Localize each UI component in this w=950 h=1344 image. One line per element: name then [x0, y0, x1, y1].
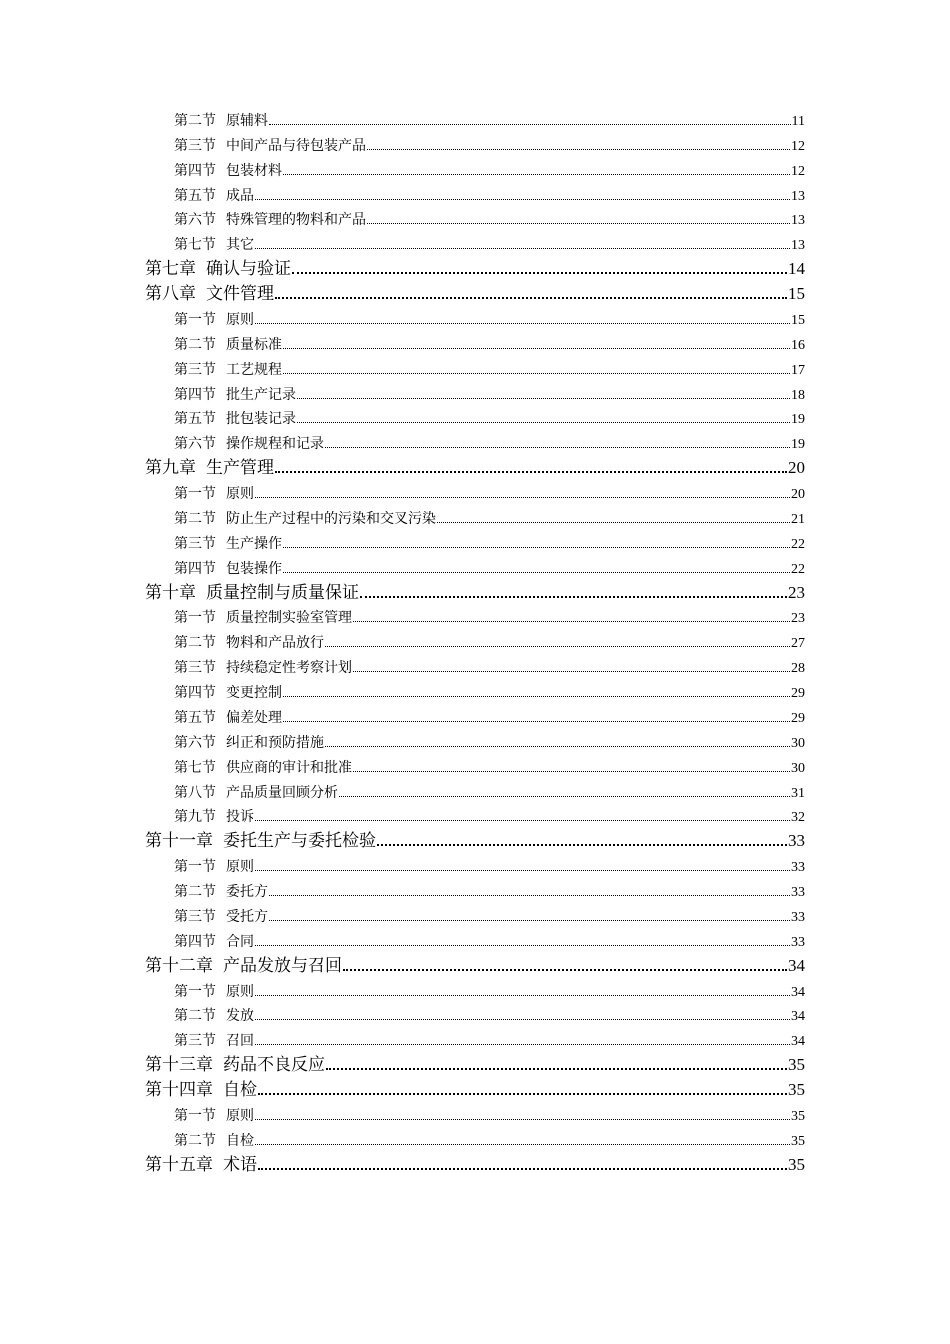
toc-entry-page-number: 19 [791, 412, 805, 428]
toc-entry-title: 发放 [226, 1008, 254, 1025]
dot-leader [269, 920, 790, 921]
dot-leader [255, 1044, 790, 1045]
toc-entry-page-number: 33 [791, 885, 805, 900]
toc-chapter-entry[interactable] [145, 1050, 805, 1075]
toc-entry-number: 第六节 [174, 212, 216, 229]
dot-leader [255, 945, 790, 946]
toc-entry-title: 防止生产过程中的污染和交叉污染 [226, 510, 436, 527]
toc-entry-number: 第三节 [174, 137, 216, 154]
dot-leader [343, 969, 787, 971]
toc-section-entry[interactable] [145, 229, 805, 254]
toc-section-entry[interactable] [145, 130, 805, 155]
toc-chapter-entry[interactable] [145, 951, 805, 976]
toc-entry-page-number: 34 [791, 1034, 805, 1050]
toc-entry-page-number: 30 [791, 760, 805, 776]
dot-leader [255, 323, 790, 324]
dot-leader [283, 721, 790, 722]
toc-entry-page-number: 29 [791, 710, 805, 726]
toc-entry-number: 第八节 [174, 784, 216, 801]
dot-leader [339, 796, 790, 797]
toc-section-entry[interactable] [145, 1001, 805, 1026]
toc-entry-page-number: 14 [788, 259, 805, 279]
toc-entry-title: 确认与验证 [206, 259, 291, 280]
toc-entry-title: 原则 [226, 311, 254, 328]
toc-entry-page-number: 35 [791, 1108, 805, 1124]
toc-entry-number: 第二节 [174, 112, 216, 129]
toc-entry-number: 第四节 [174, 560, 216, 577]
toc-section-entry[interactable] [145, 329, 805, 354]
dot-leader [275, 297, 787, 299]
toc-section-entry[interactable] [145, 428, 805, 453]
toc-entry-title: 质量标准 [226, 336, 282, 353]
toc-entry-title: 偏差处理 [226, 709, 282, 726]
toc-entry-number: 第九章 [145, 458, 196, 479]
toc-section-entry[interactable] [145, 926, 805, 951]
toc-chapter-entry[interactable] [145, 279, 805, 304]
dot-leader [255, 1019, 790, 1020]
toc-entry-number: 第三节 [174, 535, 216, 552]
toc-entry-title: 特殊管理的物料和产品 [226, 212, 366, 229]
dot-leader [325, 646, 790, 647]
toc-section-entry[interactable] [145, 528, 805, 553]
toc-entry-page-number: 23 [791, 611, 805, 627]
toc-entry-title: 质量控制与质量保证 [206, 582, 359, 603]
toc-section-entry[interactable] [145, 404, 805, 429]
toc-section-entry[interactable] [145, 180, 805, 205]
dot-leader [269, 895, 790, 896]
toc-entry-title: 术语 [223, 1154, 257, 1175]
toc-entry-page-number: 20 [791, 487, 805, 502]
toc-entry-title: 供应商的审计和批准 [226, 759, 352, 776]
toc-entry-title: 投诉 [226, 809, 254, 826]
toc-section-entry[interactable] [145, 1100, 805, 1125]
toc-section-entry[interactable] [145, 677, 805, 702]
toc-section-entry[interactable] [145, 205, 805, 230]
dot-leader [367, 223, 790, 224]
toc-entry-number: 第二节 [174, 336, 216, 353]
dot-leader [258, 1168, 787, 1170]
dot-leader [292, 272, 787, 274]
toc-section-entry[interactable] [145, 603, 805, 628]
dot-leader [437, 522, 790, 523]
toc-entry-page-number: 21 [791, 511, 805, 527]
toc-entry-page-number: 33 [791, 934, 805, 950]
toc-entry-number: 第三节 [174, 361, 216, 378]
toc-entry-number: 第七节 [174, 759, 216, 776]
toc-entry-title: 合同 [226, 933, 254, 950]
toc-entry-page-number: 13 [791, 238, 805, 254]
toc-entry-page-number: 15 [788, 284, 805, 303]
toc-entry-page-number: 34 [788, 955, 805, 975]
toc-entry-number: 第二节 [174, 635, 216, 652]
toc-entry-title: 包装材料 [226, 162, 282, 179]
toc-section-entry[interactable] [145, 851, 805, 876]
toc-entry-page-number: 23 [788, 582, 805, 602]
toc-chapter-entry[interactable] [145, 254, 805, 279]
toc-entry-number: 第十二章 [145, 955, 213, 976]
toc-section-entry[interactable] [145, 627, 805, 652]
toc-entry-page-number: 20 [788, 458, 805, 478]
toc-entry-number: 第四节 [174, 933, 216, 950]
dot-leader [377, 844, 787, 846]
toc-entry-title: 批包装记录 [226, 411, 296, 428]
toc-entry-number: 第一节 [174, 311, 216, 328]
dot-leader [269, 124, 791, 125]
dot-leader [275, 471, 787, 473]
toc-section-entry[interactable] [145, 777, 805, 802]
toc-entry-number: 第十一章 [145, 831, 213, 852]
toc-section-entry[interactable] [145, 105, 805, 130]
dot-leader [283, 696, 790, 697]
toc-entry-number: 第四节 [174, 685, 216, 701]
toc-entry-number: 第一节 [174, 859, 216, 876]
toc-entry-number: 第四节 [174, 162, 216, 179]
toc-section-entry[interactable] [145, 876, 805, 901]
toc-section-entry[interactable] [145, 652, 805, 677]
dot-leader [325, 447, 790, 448]
toc-section-entry[interactable] [145, 155, 805, 180]
toc-entry-title: 其它 [226, 237, 254, 254]
toc-entry-number: 第二节 [174, 1008, 216, 1025]
toc-chapter-entry[interactable] [145, 1150, 805, 1175]
toc-entry-page-number: 12 [791, 163, 805, 179]
toc-entry-number: 第二节 [174, 884, 216, 900]
toc-entry-number: 第三节 [174, 908, 216, 925]
toc-chapter-entry[interactable] [145, 826, 805, 851]
toc-entry-page-number: 13 [791, 188, 805, 204]
toc-entry-number: 第四节 [174, 386, 216, 403]
toc-chapter-entry[interactable] [145, 453, 805, 478]
toc-entry-page-number: 13 [791, 213, 805, 229]
toc-chapter-entry[interactable] [145, 578, 805, 603]
toc-entry-page-number: 12 [791, 138, 805, 154]
toc-entry-title: 工艺规程 [226, 361, 282, 378]
toc-entry-number: 第一节 [174, 610, 216, 627]
toc-entry-page-number: 35 [788, 1080, 805, 1099]
toc-entry-title: 包装操作 [226, 560, 282, 577]
toc-entry-number: 第十五章 [145, 1154, 213, 1175]
dot-leader [255, 199, 790, 200]
toc-entry-page-number: 18 [791, 387, 805, 403]
toc-entry-number: 第八章 [145, 284, 196, 304]
toc-section-entry[interactable] [145, 478, 805, 503]
toc-entry-title: 生产管理 [206, 458, 274, 479]
toc-entry-page-number: 32 [791, 810, 805, 826]
toc-entry-number: 第五节 [174, 187, 216, 204]
toc-entry-title: 原则 [226, 486, 254, 502]
toc-entry-title: 受托方 [226, 908, 268, 925]
toc-entry-title: 原辅料 [226, 112, 268, 129]
toc-entry-number: 第六节 [174, 734, 216, 751]
toc-section-entry[interactable] [145, 304, 805, 329]
dot-leader [353, 771, 790, 772]
toc-entry-number: 第二节 [174, 510, 216, 527]
toc-entry-number: 第五节 [174, 411, 216, 428]
toc-section-entry[interactable] [145, 354, 805, 379]
dot-leader [283, 174, 790, 175]
toc-entry-title: 质量控制实验室管理 [226, 610, 352, 627]
toc-entry-title: 原则 [226, 859, 254, 876]
toc-entry-page-number: 30 [791, 735, 805, 751]
toc-entry-number: 第一节 [174, 486, 216, 502]
toc-section-entry[interactable] [145, 976, 805, 1001]
toc-section-entry[interactable] [145, 379, 805, 404]
toc-entry-page-number: 31 [791, 785, 805, 801]
toc-entry-page-number: 29 [791, 686, 805, 701]
toc-entry-number: 第十三章 [145, 1055, 213, 1076]
toc-entry-page-number: 19 [791, 437, 805, 453]
toc-entry-page-number: 11 [791, 113, 805, 129]
toc-entry-number: 第六节 [174, 436, 216, 453]
toc-entry-title: 持续稳定性考察计划 [226, 660, 352, 677]
toc-entry-number: 第十章 [145, 582, 196, 603]
toc-entry-page-number: 33 [791, 909, 805, 925]
toc-entry-title: 纠正和预防措施 [226, 734, 324, 751]
dot-leader [255, 1144, 790, 1145]
dot-leader [255, 248, 790, 249]
toc-entry-title: 召回 [226, 1033, 254, 1050]
toc-entry-title: 文件管理 [206, 284, 274, 304]
dot-leader [297, 398, 790, 399]
toc-entry-title: 产品质量回顾分析 [226, 784, 338, 801]
toc-entry-title: 变更控制 [226, 685, 282, 701]
dot-leader [353, 621, 790, 622]
toc-entry-page-number: 27 [791, 636, 805, 652]
toc-section-entry[interactable] [145, 802, 805, 827]
toc-entry-number: 第三节 [174, 660, 216, 677]
toc-entry-number: 第一节 [174, 1107, 216, 1124]
toc-entry-title: 生产操作 [226, 535, 282, 552]
toc-entry-page-number: 34 [791, 984, 805, 1000]
toc-entry-number: 第十四章 [145, 1080, 213, 1100]
toc-entry-title: 产品发放与召回 [223, 955, 342, 976]
table-of-contents [145, 105, 805, 1175]
toc-chapter-entry[interactable] [145, 1075, 805, 1100]
toc-entry-page-number: 22 [791, 536, 805, 552]
toc-section-entry[interactable] [145, 702, 805, 727]
toc-section-entry[interactable] [145, 553, 805, 578]
toc-entry-page-number: 35 [788, 1154, 805, 1174]
toc-entry-title: 批生产记录 [226, 386, 296, 403]
toc-section-entry[interactable] [145, 503, 805, 528]
toc-entry-page-number: 35 [788, 1055, 805, 1075]
toc-entry-page-number: 34 [791, 1009, 805, 1025]
toc-entry-title: 原则 [226, 983, 254, 1000]
toc-entry-title: 委托生产与委托检验 [223, 831, 376, 852]
dot-leader [255, 497, 790, 498]
toc-entry-page-number: 15 [791, 312, 805, 328]
dot-leader [255, 995, 790, 996]
toc-entry-number: 第五节 [174, 709, 216, 726]
dot-leader [367, 149, 790, 150]
toc-section-entry[interactable] [145, 901, 805, 926]
toc-entry-title: 自检 [226, 1132, 254, 1149]
dot-leader [283, 572, 790, 573]
toc-section-entry[interactable] [145, 1025, 805, 1050]
toc-entry-title: 中间产品与待包装产品 [226, 137, 366, 154]
dot-leader [258, 1093, 787, 1095]
dot-leader [255, 820, 790, 821]
dot-leader [283, 348, 790, 349]
dot-leader [255, 870, 790, 871]
toc-entry-number: 第九节 [174, 809, 216, 826]
toc-entry-title: 药品不良反应 [223, 1055, 325, 1076]
toc-entry-number: 第七节 [174, 237, 216, 254]
toc-entry-page-number: 35 [791, 1133, 805, 1149]
toc-entry-page-number: 17 [791, 362, 805, 378]
dot-leader [297, 422, 790, 423]
toc-entry-title: 操作规程和记录 [226, 436, 324, 453]
toc-section-entry[interactable] [145, 752, 805, 777]
toc-entry-title: 原则 [226, 1107, 254, 1124]
dot-leader [283, 547, 790, 548]
toc-entry-number: 第三节 [174, 1033, 216, 1050]
toc-entry-number: 第一节 [174, 983, 216, 1000]
toc-entry-title: 物料和产品放行 [226, 635, 324, 652]
toc-entry-title: 成品 [226, 187, 254, 204]
dot-leader [353, 671, 790, 672]
dot-leader [326, 1068, 787, 1070]
toc-entry-title: 自检 [223, 1080, 257, 1100]
toc-entry-page-number: 28 [791, 661, 805, 677]
dot-leader [255, 1119, 790, 1120]
toc-section-entry[interactable] [145, 727, 805, 752]
toc-entry-number: 第二节 [174, 1132, 216, 1149]
dot-leader [360, 596, 787, 598]
toc-entry-number: 第七章 [145, 259, 196, 280]
dot-leader [283, 373, 790, 374]
toc-entry-page-number: 33 [791, 860, 805, 876]
toc-entry-page-number: 22 [791, 561, 805, 577]
toc-entry-page-number: 33 [788, 831, 805, 851]
dot-leader [325, 746, 790, 747]
toc-entry-page-number: 16 [791, 337, 805, 353]
toc-entry-title: 委托方 [226, 884, 268, 900]
toc-section-entry[interactable] [145, 1125, 805, 1150]
